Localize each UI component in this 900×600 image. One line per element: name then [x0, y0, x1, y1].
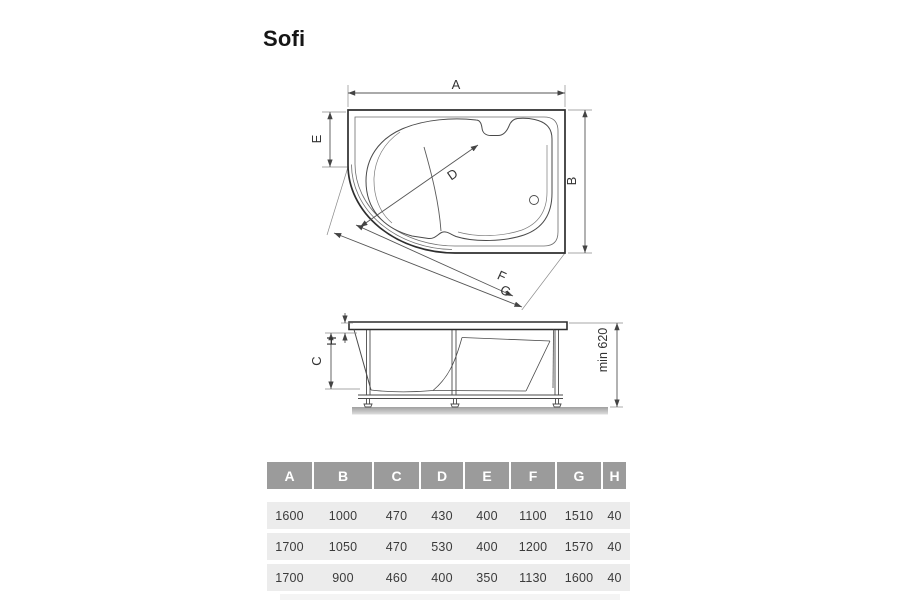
dim-label-d: D	[444, 165, 461, 184]
cell-b: 1000	[328, 508, 358, 523]
cell-d: 530	[431, 539, 453, 554]
cell-a: 1700	[275, 570, 304, 585]
dim-label-b: B	[564, 176, 579, 186]
cell-e: 350	[476, 570, 498, 585]
table-row	[267, 533, 630, 560]
table-header-row	[267, 462, 630, 489]
dim-label-a: A	[451, 77, 461, 92]
cell-h: 40	[607, 570, 622, 585]
tub-side-body	[349, 322, 567, 392]
cell-c: 460	[385, 570, 408, 585]
cell-h: 40	[607, 539, 622, 554]
cell-e: 400	[476, 508, 498, 523]
dim-label-h: H	[324, 336, 339, 346]
side-view-drawing	[305, 308, 625, 423]
table-row	[267, 502, 630, 529]
col-header-e: E	[465, 462, 509, 489]
dim-label-e: E	[309, 134, 324, 144]
cell-d: 430	[431, 508, 453, 523]
cell-b: 1050	[328, 539, 358, 554]
table-row	[267, 564, 630, 591]
dim-label-min-height: min 620	[596, 327, 610, 373]
cell-f: 1130	[519, 570, 547, 585]
cell-g: 1510	[564, 508, 594, 523]
col-header-f: F	[511, 462, 555, 489]
col-header-d: D	[421, 462, 463, 489]
dim-label-c: C	[309, 356, 324, 366]
tub-bowl	[366, 118, 552, 240]
partial-next-row	[280, 594, 620, 600]
floor	[352, 407, 608, 415]
page-title: Sofi	[263, 26, 306, 51]
col-header-h: H	[603, 462, 626, 489]
cell-d: 400	[431, 570, 453, 585]
col-header-b: B	[314, 462, 372, 489]
cell-f: 1200	[518, 539, 548, 554]
cell-h: 40	[607, 508, 622, 523]
cell-g: 1570	[564, 539, 594, 554]
dim-label-f: F	[495, 267, 509, 285]
tub-frame	[358, 330, 563, 408]
cell-c: 470	[385, 508, 408, 523]
dimensions-table	[267, 462, 630, 595]
top-view-drawing	[300, 75, 630, 310]
cell-g: 1600	[564, 570, 594, 585]
col-header-c: C	[374, 462, 419, 489]
dim-label-g: G	[498, 281, 514, 300]
cell-b: 900	[332, 570, 354, 585]
cell-e: 400	[476, 539, 498, 554]
cell-a: 1600	[275, 508, 304, 523]
cell-f: 1100	[519, 508, 547, 523]
cell-c: 470	[385, 539, 408, 554]
col-header-g: G	[557, 462, 601, 489]
cell-a: 1700	[275, 539, 304, 554]
col-header-a: A	[267, 462, 312, 489]
